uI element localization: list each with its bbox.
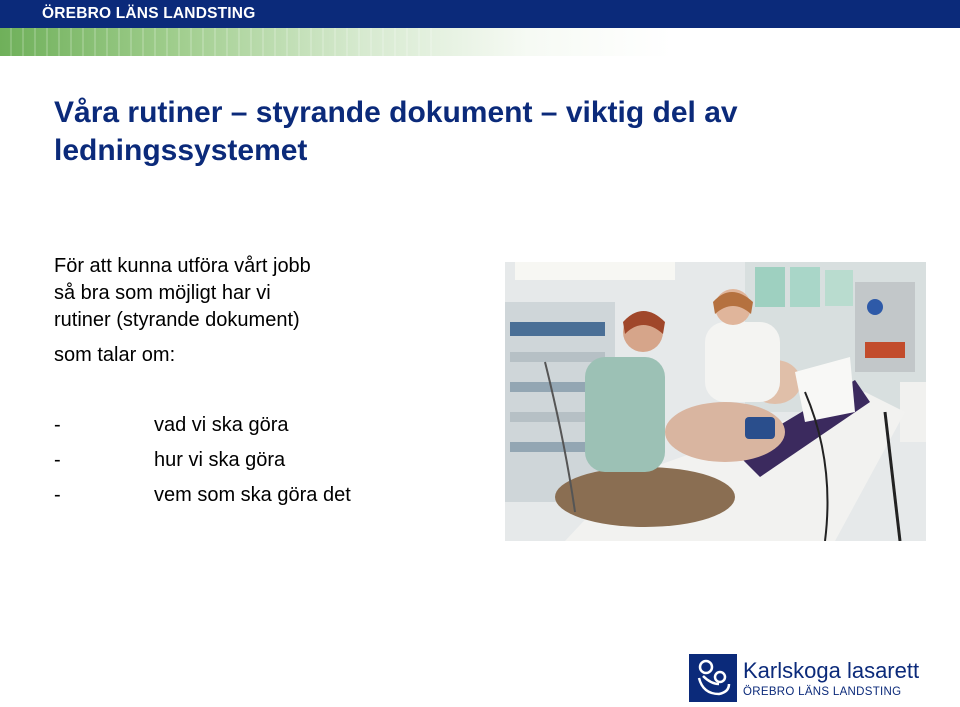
list-item: [54, 443, 434, 478]
intro-line: För att kunna utföra vårt jobb: [54, 255, 311, 277]
list-bullet: -: [54, 414, 61, 436]
mother-child-logo-icon: [689, 654, 737, 702]
header-bar: [0, 0, 960, 28]
karlskoga-logo: [689, 654, 939, 702]
list-bullet: -: [54, 449, 61, 471]
hospital-subtitle: ÖREBRO LÄNS LANDSTING: [743, 686, 902, 698]
routine-list: [54, 408, 434, 513]
list-text: hur vi ska göra: [154, 449, 286, 471]
intro-line: som talar om:: [54, 344, 176, 366]
list-text: vem som ska göra det: [154, 484, 351, 506]
organization-name: ÖREBRO LÄNS LANDSTING: [42, 5, 256, 22]
slide-title: Våra rutiner – styrande dokument – viktig del av ledningssystemet: [54, 96, 738, 167]
hospital-care-photo: [505, 262, 926, 541]
list-text: vad vi ska göra: [154, 414, 289, 436]
intro-line: så bra som möjligt har vi: [54, 282, 271, 304]
header-stripe-pattern: [0, 28, 440, 56]
list-item: [54, 408, 434, 443]
intro-text: [54, 253, 434, 369]
list-bullet: -: [54, 484, 61, 506]
hospital-name: Karlskoga lasarett: [743, 658, 920, 683]
list-item: [54, 478, 434, 513]
intro-line: rutiner (styrande dokument): [54, 309, 300, 331]
